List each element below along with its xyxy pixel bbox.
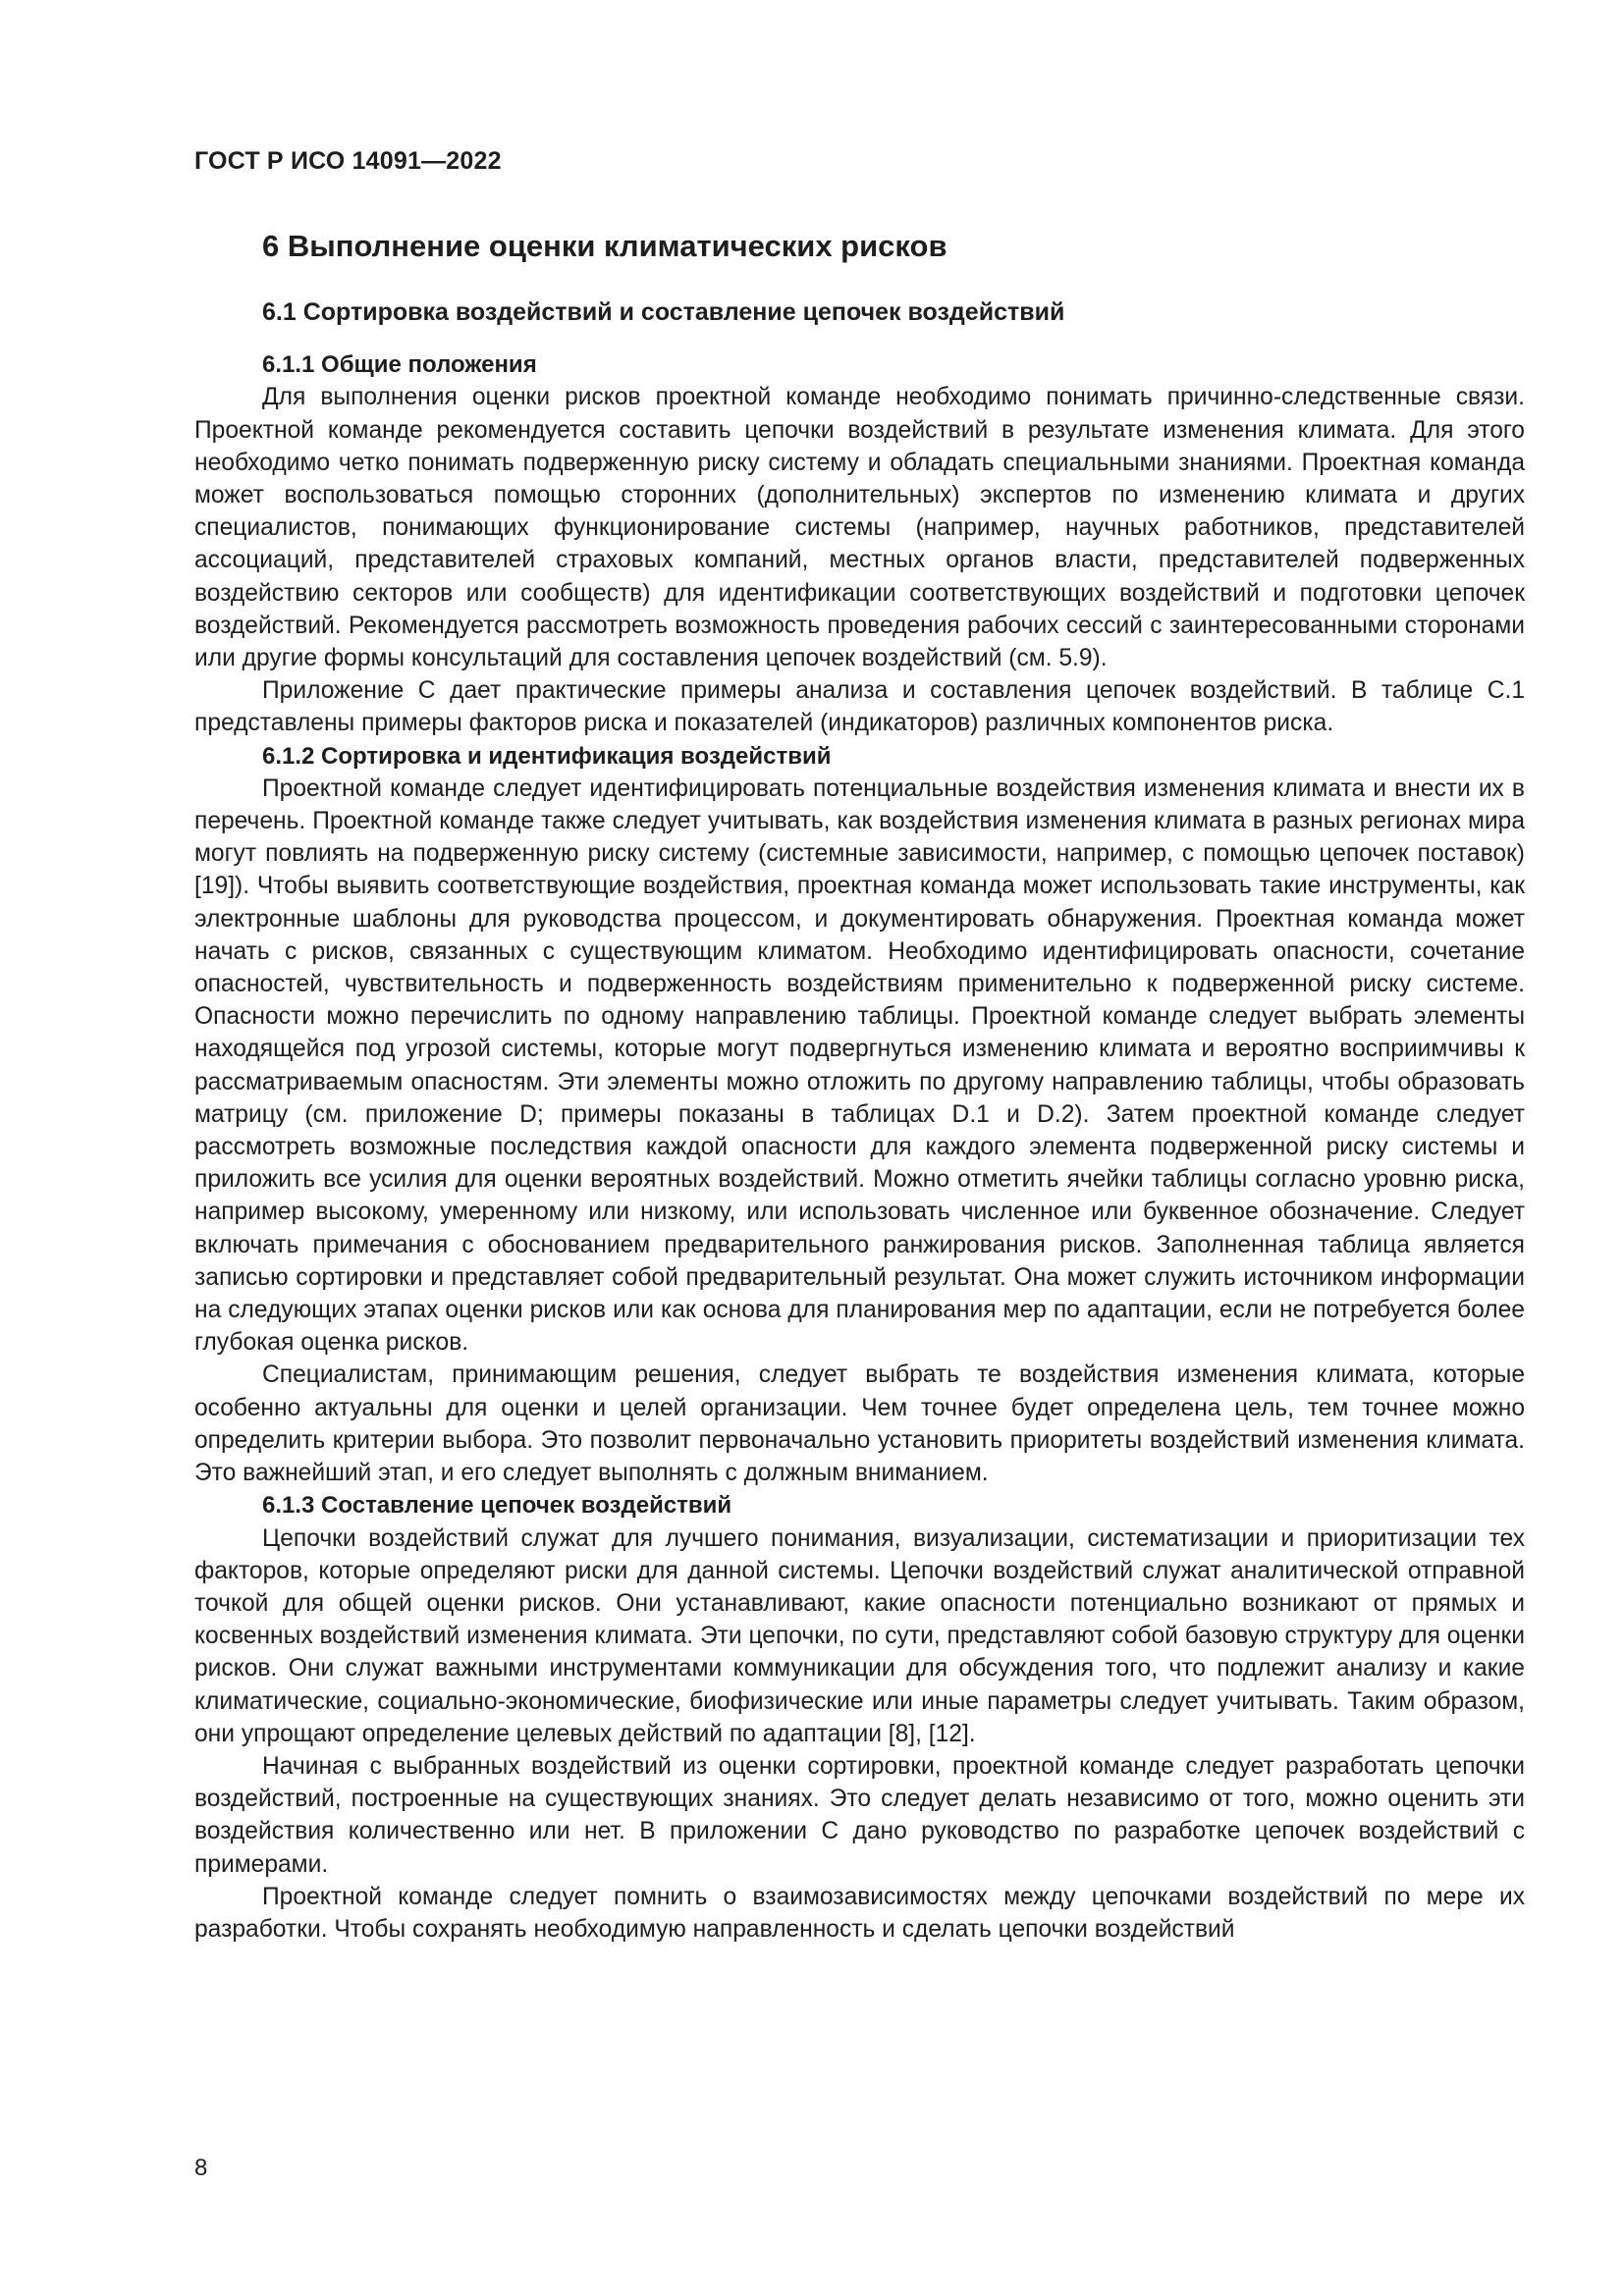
subsection-title: 6.1 Сортировка воздействий и составление цепочек воздействий bbox=[262, 298, 1065, 327]
clause-title: 6.1.1 Общие положения bbox=[262, 351, 537, 379]
clause-title: 6.1.2 Сортировка и идентификация воздействий bbox=[262, 742, 832, 770]
section-title: 6 Выполнение оценки климатических рисков bbox=[262, 229, 947, 263]
paragraph: Приложение С дает практические примеры анализа и составления цепочек воздействий. В таблице С.1 представлены примеры факторов риска и показателей (индикаторов) различных компонентов риска. bbox=[194, 677, 1525, 737]
paragraph: Для выполнения оценки рисков проектной команде необходимо понимать причинно-следственные связи. Проектной команде рекомендуется составить цепочки воздействий в результате изменения климата. Для этого необходимо четко понимать подверженную риску систему и обладать специальными знаниями. Проектная команда может воспользоваться помощью сторонних (дополнительных) экспертов по изменению климата и других специалистов, понимающих функционирование системы (например, научных работников, представителей ассоциаций, представителей страховых компаний, местных органов власти, представителей подверженных воздействию секторов или сообществ) для идентификации соответствующих воздействий и подготовки цепочек воздействий. Рекомендуется рассмотреть возможность проведения рабочих сессий с заинтересованными сторонами или другие формы консультаций для составления цепочек воздействий (см. 5.9). bbox=[194, 384, 1525, 672]
paragraph: Проектной команде следует помнить о взаимозависимостях между цепочками воздействий по мере их разработки. Чтобы сохранять необходимую направленность и сделать цепочки воздействий bbox=[194, 1883, 1525, 1943]
page-number: 8 bbox=[194, 2155, 208, 2181]
paragraph: Начиная с выбранных воздействий из оценки сортировки, проектной команде следует разработать цепочки воздействий, построенные на существующих знаниях. Это следует делать независимо от того, можно оценить эти воздействия количественно или нет. В приложении С дано руководство по разработке цепочек воздействий с примерами. bbox=[194, 1752, 1525, 1878]
paragraph: Специалистам, принимающим решения, следует выбрать те воздействия изменения климата, которые особенно актуальны для оценки и целей организации. Чем точнее будет определена цель, тем точнее можно определить критерии выбора. Это позволит первоначально установить приоритеты воздействий изменения климата. Это важнейший этап, и его следует выполнять с должным вниманием. bbox=[194, 1362, 1525, 1487]
paragraph: Проектной команде следует идентифицировать потенциальные воздействия изменения климата и внести их в перечень. Проектной команде также следует учитывать, как воздействия изменения климата в разных регионах мира могут повлиять на подверженную риску систему (системные зависимости, например, с помощью цепочек поставок) [19]). Чтобы выявить соответствующие воздействия, проектная команда может использовать такие инструменты, как электронные шаблоны для руководства процессом, и документировать обнаружения. Проектная команда может начать с рисков, связанных с существующим климатом. Необходимо идентифицировать опасности, сочетание опасностей, чувствительность и подверженность воздействиям применительно к подверженной риску системе. Опасности можно перечислить по одному направлению таблицы. Проектной команде следует выбрать элементы находящейся под угрозой системы, которые могут подвергнуться изменению климата и вероятно восприимчивы к рассматриваемым опасностям. Эти элементы можно отложить по другому направлению таблицы, чтобы образовать матрицу (см. приложение D; примеры показаны в таблицах D.1 и D.2). Затем проектной команде следует рассмотреть возможные последствия каждой опасности для каждого элемента подверженной риску системы и приложить все усилия для оценки вероятных воздействий. Можно отметить ячейки таблицы согласно уровню риска, например высокому, умеренному или низкому, или использовать численное или буквенное обозначение. Следует включать примечания с обоснованием предварительного ранжирования рисков. Заполненная таблица является записью сортировки и представляет собой предварительный результат. Она может служить источником информации на следующих этапах оценки рисков или как основа для планирования мер по адаптации, если не потребуется более глубокая оценка рисков. bbox=[194, 774, 1525, 1357]
standard-id-header: ГОСТ Р ИСО 14091—2022 bbox=[194, 147, 502, 175]
page-content bbox=[194, 228, 1525, 1946]
paragraph: Цепочки воздействий служат для лучшего понимания, визуализации, систематизации и приоритизации тех факторов, которые определяют риски для данной системы. Цепочки воздействий служат аналитической отправной точкой для общей оценки рисков. Они устанавливают, какие опасности потенциально возникают от прямых и косвенных воздействий изменения климата. Эти цепочки, по сути, представляют собой базовую структуру для оценки рисков. Они служат важными инструментами коммуникации для обсуждения того, что подлежит анализу и какие климатические, социально-экономические, биофизические или иные параметры следует учитывать. Таким образом, они упрощают определение целевых действий по адаптации [8], [12]. bbox=[194, 1524, 1525, 1747]
clause-title: 6.1.3 Составление цепочек воздействий bbox=[262, 1492, 732, 1520]
